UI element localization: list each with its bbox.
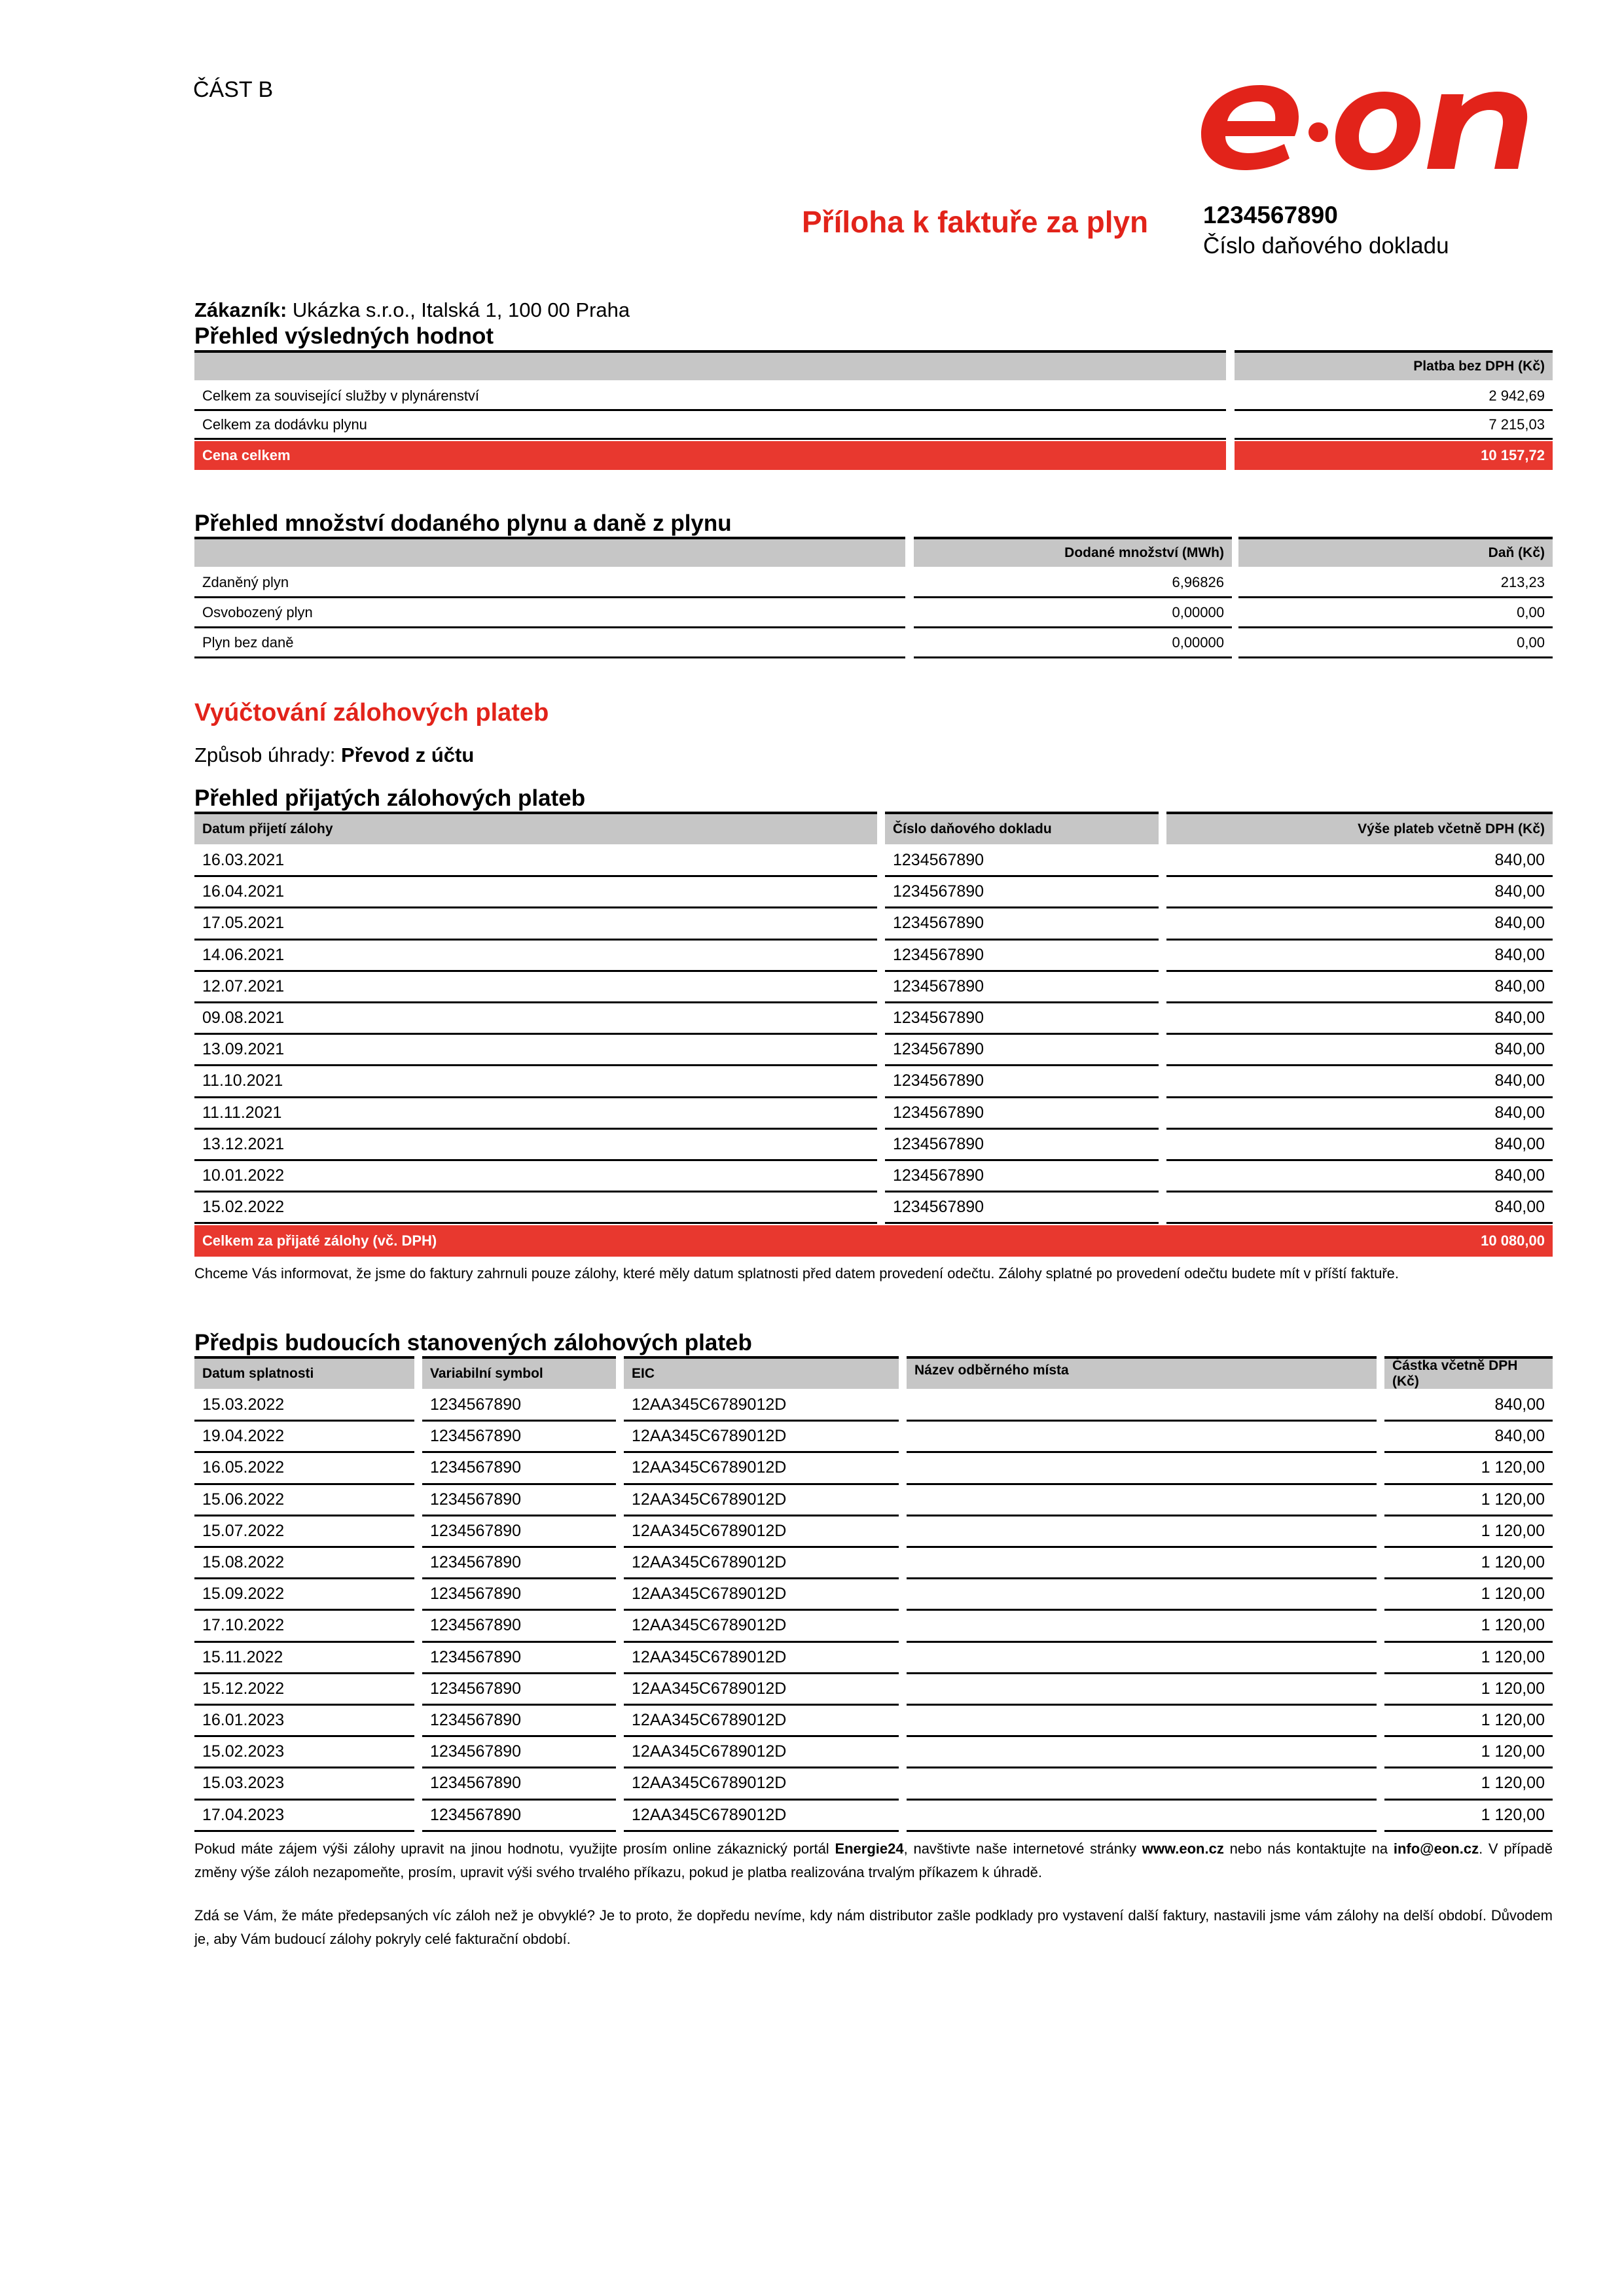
future-eic: 12AA345C6789012D	[624, 1390, 899, 1422]
gas-row-amount: 6,96826	[914, 568, 1232, 598]
advance-doc-number: 1234567890	[885, 1130, 1159, 1161]
advance-date: 13.09.2021	[194, 1035, 877, 1066]
future-amount: 1 120,00	[1384, 1516, 1553, 1548]
future-amount: 1 120,00	[1384, 1801, 1553, 1832]
future-variable-symbol: 1234567890	[422, 1768, 616, 1800]
future-due-date: 15.03.2022	[194, 1390, 414, 1422]
gas-row-label: Plyn bez daně	[194, 628, 905, 658]
gas-row-tax: 0,00	[1238, 628, 1553, 658]
future-due-date: 15.07.2022	[194, 1516, 414, 1548]
advances-total-label: Celkem za přijaté zálohy (vč. DPH)	[194, 1225, 1553, 1257]
future-place-name	[907, 1579, 1377, 1611]
future-amount: 1 120,00	[1384, 1453, 1553, 1484]
future-variable-symbol: 1234567890	[422, 1737, 616, 1768]
gas-title: Přehled množství dodaného plynu a daně z plynu	[194, 511, 732, 536]
advance-amount: 840,00	[1166, 908, 1553, 940]
future-due-date: 15.08.2022	[194, 1548, 414, 1579]
gas-row-tax: 0,00	[1238, 598, 1553, 628]
logo-n	[1427, 92, 1527, 169]
future-variable-symbol: 1234567890	[422, 1390, 616, 1422]
advance-date: 16.03.2021	[194, 846, 877, 877]
future-eic: 12AA345C6789012D	[624, 1706, 899, 1737]
advance-amount: 840,00	[1166, 1193, 1553, 1224]
advance-date: 16.04.2021	[194, 877, 877, 908]
future-place-name	[907, 1453, 1377, 1484]
advance-doc-number: 1234567890	[885, 1003, 1159, 1035]
advance-date: 11.10.2021	[194, 1066, 877, 1098]
advance-amount: 840,00	[1166, 1035, 1553, 1066]
future-amount: 840,00	[1384, 1390, 1553, 1422]
payment-method-value: Převod z účtu	[341, 744, 475, 766]
advance-date: 14.06.2021	[194, 941, 877, 972]
summary-row-value: 7 215,03	[1235, 411, 1553, 440]
advance-amount: 840,00	[1166, 1003, 1553, 1035]
future-place-name	[907, 1801, 1377, 1832]
future-place-name	[907, 1737, 1377, 1768]
future-place-name	[907, 1674, 1377, 1706]
advance-doc-number: 1234567890	[885, 941, 1159, 972]
future-due-date: 15.11.2022	[194, 1643, 414, 1674]
future-amount: 1 120,00	[1384, 1548, 1553, 1579]
future-variable-symbol: 1234567890	[422, 1611, 616, 1642]
gas-header-tax: Daň (Kč)	[1238, 537, 1553, 567]
gas-row-tax: 213,23	[1238, 568, 1553, 598]
future-place-name	[907, 1768, 1377, 1800]
advance-amount: 840,00	[1166, 877, 1553, 908]
future-eic: 12AA345C6789012D	[624, 1737, 899, 1768]
future-amount: 1 120,00	[1384, 1768, 1553, 1800]
future-due-date: 19.04.2022	[194, 1422, 414, 1453]
future-header-place: Název odběrného místa	[907, 1356, 1377, 1389]
note-text: nebo nás kontaktujte na	[1223, 1840, 1394, 1857]
part-label: ČÁST B	[193, 77, 274, 102]
advance-doc-number: 1234567890	[885, 1098, 1159, 1130]
advance-amount: 840,00	[1166, 941, 1553, 972]
future-eic: 12AA345C6789012D	[624, 1801, 899, 1832]
summary-total-label: Cena celkem	[194, 441, 1226, 470]
future-amount: 1 120,00	[1384, 1737, 1553, 1768]
note-text: Pokud máte zájem výši zálohy upravit na jinou hodnotu, využijte prosím online zákaznický portál	[194, 1840, 835, 1857]
future-header-amount: Částka včetně DPH (Kč)	[1384, 1356, 1553, 1389]
future-amount: 1 120,00	[1384, 1611, 1553, 1642]
future-due-date: 15.12.2022	[194, 1674, 414, 1706]
future-variable-symbol: 1234567890	[422, 1579, 616, 1611]
gas-header-amount: Dodané množství (MWh)	[914, 537, 1232, 567]
summary-header-amount: Platba bez DPH (Kč)	[1235, 350, 1553, 380]
logo-e	[1201, 85, 1299, 170]
advance-date: 17.05.2021	[194, 908, 877, 940]
customer-line	[194, 298, 630, 322]
advance-date: 10.01.2022	[194, 1161, 877, 1193]
future-eic: 12AA345C6789012D	[624, 1768, 899, 1800]
future-place-name	[907, 1706, 1377, 1737]
advance-date: 13.12.2021	[194, 1130, 877, 1161]
future-place-name	[907, 1611, 1377, 1642]
tax-document-number-label: Číslo daňového dokladu	[1203, 233, 1449, 259]
future-place-name	[907, 1548, 1377, 1579]
future-place-name	[907, 1516, 1377, 1548]
future-variable-symbol: 1234567890	[422, 1453, 616, 1484]
future-place-name	[907, 1485, 1377, 1516]
advances-title: Přehled přijatých zálohových plateb	[194, 785, 586, 811]
future-variable-symbol: 1234567890	[422, 1422, 616, 1453]
gas-row-label: Osvobozený plyn	[194, 598, 905, 628]
customer-value: Ukázka s.r.o., Italská 1, 100 00 Praha	[292, 298, 630, 321]
summary-row-label: Celkem za související služby v plynárenství	[194, 382, 1226, 411]
website-link[interactable]: www.eon.cz	[1142, 1840, 1224, 1857]
future-due-date: 15.03.2023	[194, 1768, 414, 1800]
advances-section-title: Vyúčtování zálohových plateb	[194, 699, 549, 726]
portal-name: Energie24	[835, 1840, 904, 1857]
payment-method	[194, 744, 474, 767]
future-amount: 840,00	[1384, 1422, 1553, 1453]
advances-note: Chceme Vás informovat, že jsme do faktury zahrnuli pouze zálohy, které měly datum splatnosti před datem provedení odečtu. Zálohy splatné po provedení odečtu budete mít v příští faktuře.	[194, 1265, 1399, 1282]
future-eic: 12AA345C6789012D	[624, 1453, 899, 1484]
advance-doc-number: 1234567890	[885, 908, 1159, 940]
future-due-date: 17.10.2022	[194, 1611, 414, 1642]
future-note-change	[194, 1837, 1553, 1884]
future-amount: 1 120,00	[1384, 1643, 1553, 1674]
logo-dot	[1308, 122, 1328, 142]
summary-header-blank	[194, 350, 1226, 380]
customer-label: Zákazník:	[194, 298, 287, 321]
future-variable-symbol: 1234567890	[422, 1516, 616, 1548]
future-amount: 1 120,00	[1384, 1579, 1553, 1611]
tax-document-number: 1234567890	[1203, 202, 1338, 228]
future-place-name	[907, 1643, 1377, 1674]
gas-row-label: Zdaněný plyn	[194, 568, 905, 598]
gas-row-amount: 0,00000	[914, 628, 1232, 658]
eon-logo	[1198, 72, 1538, 177]
advance-date: 09.08.2021	[194, 1003, 877, 1035]
future-eic: 12AA345C6789012D	[624, 1485, 899, 1516]
future-place-name	[907, 1422, 1377, 1453]
advance-date: 12.07.2021	[194, 972, 877, 1003]
gas-header-blank	[194, 537, 905, 567]
future-due-date: 15.06.2022	[194, 1485, 414, 1516]
email-link[interactable]: info@eon.cz	[1393, 1840, 1479, 1857]
advance-date: 15.02.2022	[194, 1193, 877, 1224]
future-variable-symbol: 1234567890	[422, 1485, 616, 1516]
future-due-date: 15.09.2022	[194, 1579, 414, 1611]
summary-row-value: 2 942,69	[1235, 382, 1553, 411]
advance-amount: 840,00	[1166, 846, 1553, 877]
future-variable-symbol: 1234567890	[422, 1674, 616, 1706]
future-due-date: 15.02.2023	[194, 1737, 414, 1768]
advance-amount: 840,00	[1166, 1161, 1553, 1193]
payment-method-label: Způsob úhrady:	[194, 744, 336, 766]
summary-row-label: Celkem za dodávku plynu	[194, 411, 1226, 440]
document-title: Příloha k faktuře za plyn	[802, 205, 1149, 239]
future-eic: 12AA345C6789012D	[624, 1422, 899, 1453]
future-amount: 1 120,00	[1384, 1706, 1553, 1737]
future-due-date: 16.01.2023	[194, 1706, 414, 1737]
advance-doc-number: 1234567890	[885, 1161, 1159, 1193]
future-place-name	[907, 1390, 1377, 1422]
advance-doc-number: 1234567890	[885, 1035, 1159, 1066]
gas-row-amount: 0,00000	[914, 598, 1232, 628]
advance-amount: 840,00	[1166, 1130, 1553, 1161]
advance-amount: 840,00	[1166, 1066, 1553, 1098]
note-text: , navštivte naše internetové stránky	[903, 1840, 1142, 1857]
future-variable-symbol: 1234567890	[422, 1801, 616, 1832]
future-amount: 1 120,00	[1384, 1485, 1553, 1516]
future-variable-symbol: 1234567890	[422, 1706, 616, 1737]
advances-total-value: 10 080,00	[1166, 1225, 1553, 1257]
advance-date: 11.11.2021	[194, 1098, 877, 1130]
future-title: Předpis budoucích stanovených zálohových plateb	[194, 1330, 752, 1355]
summary-title: Přehled výsledných hodnot	[194, 323, 494, 349]
summary-total-value: 10 157,72	[1235, 441, 1553, 470]
advance-doc-number: 1234567890	[885, 846, 1159, 877]
advances-header-amount: Výše plateb včetně DPH (Kč)	[1166, 812, 1553, 844]
future-due-date: 17.04.2023	[194, 1801, 414, 1832]
future-amount: 1 120,00	[1384, 1674, 1553, 1706]
advance-doc-number: 1234567890	[885, 972, 1159, 1003]
future-eic: 12AA345C6789012D	[624, 1674, 899, 1706]
advance-amount: 840,00	[1166, 972, 1553, 1003]
future-header-vs: Variabilní symbol	[422, 1356, 616, 1389]
future-header-date: Datum splatnosti	[194, 1356, 414, 1389]
advance-amount: 840,00	[1166, 1098, 1553, 1130]
future-note-explanation: Zdá se Vám, že máte předepsaných víc záloh než je obvyklé? Je to proto, že dopředu nevíme, kdy nám distributor zašle podklady pro vystavení další faktury, nastavili jsme vám zálohy na delší období. Důvodem je, aby Vám budoucí zálohy pokryly celé fakturační období.	[194, 1907, 1553, 1947]
future-header-eic: EIC	[624, 1356, 899, 1389]
advances-header-date: Datum přijetí zálohy	[194, 812, 877, 844]
future-eic: 12AA345C6789012D	[624, 1611, 899, 1642]
future-eic: 12AA345C6789012D	[624, 1579, 899, 1611]
future-variable-symbol: 1234567890	[422, 1643, 616, 1674]
future-eic: 12AA345C6789012D	[624, 1516, 899, 1548]
future-eic: 12AA345C6789012D	[624, 1643, 899, 1674]
advance-doc-number: 1234567890	[885, 1193, 1159, 1224]
future-due-date: 16.05.2022	[194, 1453, 414, 1484]
logo-o	[1335, 92, 1420, 170]
advance-doc-number: 1234567890	[885, 877, 1159, 908]
note-text: . V případě změny výše záloh nezapomeňte, prosím, upravit výši svého trvalého příkazu, pokud je platba realizována trvalým příkazem k úhradě.	[194, 1840, 1553, 1880]
advance-doc-number: 1234567890	[885, 1066, 1159, 1098]
advances-header-doc: Číslo daňového dokladu	[885, 812, 1159, 844]
future-variable-symbol: 1234567890	[422, 1548, 616, 1579]
future-eic: 12AA345C6789012D	[624, 1548, 899, 1579]
